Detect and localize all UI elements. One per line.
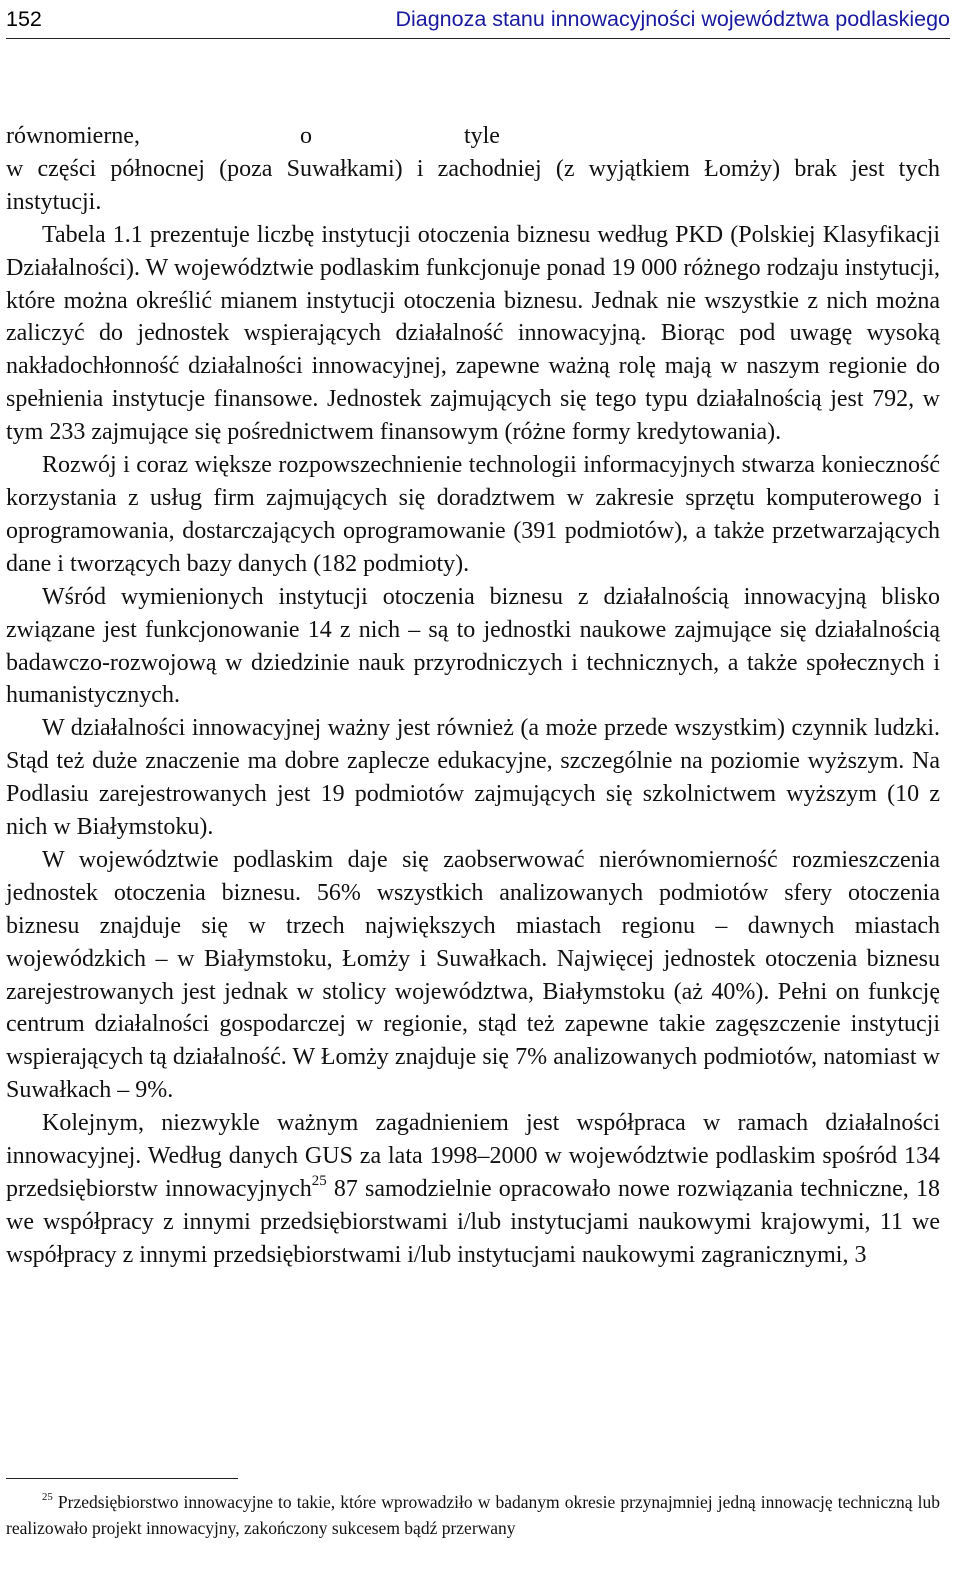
paragraph: Wśród wymienionych instytucji otoczenia biznesu z działalnością innowacyjną blisko związane jest funkcjonowanie 14 z nich – są to jednostki naukowe zajmujące się działalnością badawczo-rozwojową w dziedzinie nauk przyrodniczych i technicznych, a także społecznych i humanistycznych. <box>6 583 940 709</box>
footnote-reference[interactable]: 25 <box>311 1172 327 1189</box>
footnote-text: Przedsiębiorstwo innowacyjne to takie, które wprowadziło w badanym okresie przynajmniej jedną innowację techniczną lub realizowało projekt innowacyjny, zakończony sukcesem bądź przerwany <box>6 1492 940 1538</box>
fragment-word-3: tyle <box>463 123 500 149</box>
paragraph-last <box>6 1107 940 1272</box>
fragment-word-2: o <box>299 123 312 149</box>
fragment-rest: w części północnej (poza Suwałkami) i zachodniej (z wyjątkiem Łomży) brak jest tych instytucji. <box>6 155 940 215</box>
footnotes <box>6 1478 940 1541</box>
running-header <box>6 0 950 39</box>
paragraph: Tabela 1.1 prezentuje liczbę instytucji otoczenia biznesu według PKD (Polskiej Klasyfikacji Działalności). W województwie podlaskim funkcjonuje ponad 19 000 różnego rodzaju instytucji, które można określić mianem instytucji otoczenia biznesu. Jednak nie wszystkie z nich można zaliczyć do jednostek wspierających działalność innowacyjną. Biorąc pod uwagę wysoką nakładochłonność działalności innowacyjnej, zapewne ważną rolę mają w naszym regionie do spełnienia instytucje finansowe. Jednostek zajmujących się tego typu działalnością jest 792, w tym 233 zajmujące się pośrednictwem finansowym (różne formy kredytowania). <box>6 221 940 446</box>
page-number: 152 <box>6 6 42 31</box>
paragraph-text: Kolejnym, niezwykle ważnym zagadnieniem jest współpraca w ramach działalności innowacyjnej. Według danych GUS za lata 1998–2000 w województwie podlaskim spośród 134 przedsiębiorstw innowacyjnych <box>6 1110 940 1202</box>
running-title: Diagnoza stanu innowacyjności województwa podlaskiego <box>395 6 950 31</box>
paragraph: W działalności innowacyjnej ważny jest również (a może przede wszystkim) czynnik ludzki. Stąd też duże znaczenie ma dobre zaplecze edukacyjne, szczególnie na poziomie wyższym. Na Podlasiu zarejestrowanych jest 19 podmiotów zajmujących się szkolnictwem wyższym (10 z nich w Białymstoku). <box>6 715 940 841</box>
footnote-separator <box>6 1478 238 1479</box>
fragment-word-1: równomierne, <box>6 123 140 149</box>
footnote <box>6 1489 940 1541</box>
paragraph: W województwie podlaskim daje się zaobserwować nierównomierność rozmieszczenia jednostek otoczenia biznesu. 56% wszystkich analizowanych podmiotów sfery otoczenia biznesu znajduje się w trzech największych miastach regionu – dawnych miastach wojewódzkich – w Białymstoku, Łomży i Suwałkach. Najwięcej jednostek otoczenia biznesu zarejestrowanych jest jednak w stolicy województwa, Białymstoku (aż 40%). Pełni on funkcję centrum działalności gospodarczej w regionie, stąd też zapewne takie zagęszczenie instytucji wspierających tą działalność. W Łomży znajduje się 7% analizowanych podmiotów, natomiast w Suwałkach – 9%. <box>6 846 940 1104</box>
footnote-number: 25 <box>42 1490 53 1503</box>
paragraph: Rozwój i coraz większe rozpowszechnienie technologii informacyjnych stwarza konieczność korzystania z usług firm zajmujących się doradztwem w zakresie sprzętu komputerowego i oprogramowania, dostarczających oprogramowanie (391 podmiotów), a także przetwarzających dane i tworzących bazy danych (182 podmioty). <box>6 452 940 577</box>
paragraph-fragment <box>6 120 940 219</box>
body-text <box>6 120 940 1272</box>
paragraph-text: 87 samodzielnie opracowało nowe rozwiązania techniczne, 18 we współpracy z innymi przedsiębiorstwami i/lub instytucjami naukowymi krajowymi, 11 we współpracy z innymi przedsiębiorstwami i/lub instytucjami naukowymi zagranicznymi, 3 <box>6 1176 940 1268</box>
